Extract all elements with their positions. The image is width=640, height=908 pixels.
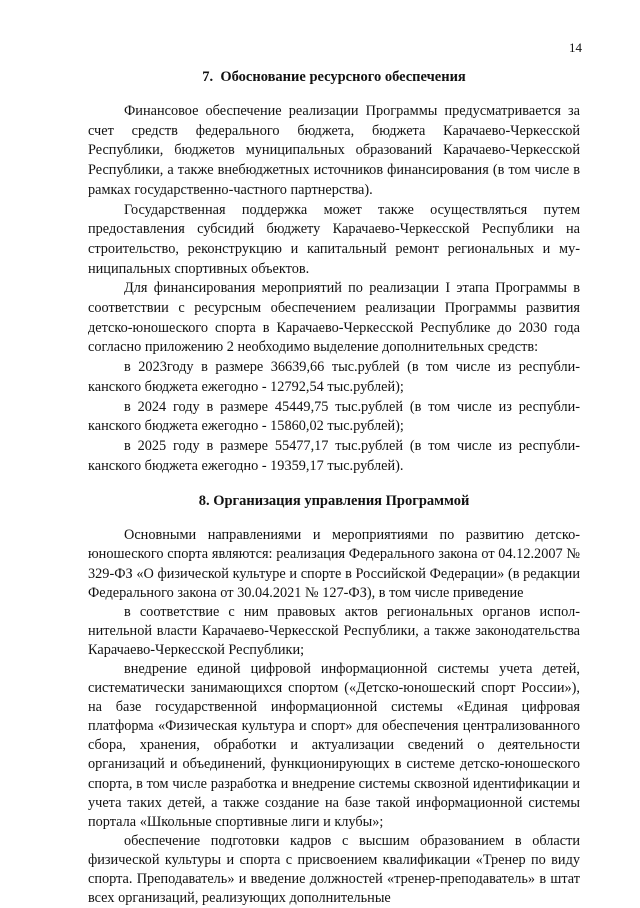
section-8-paragraph: Основными направлениями и мероприятиями по развитию детско-юношеского спорта являются: реализация Федерального закона от 04.12.2007 № 329-ФЗ «О физической культуре и спорте в Российской Федерации» (в редакции Федерального закона от 30.04.2021 № 127-ФЗ), в том числе приведение [88, 527, 580, 601]
page-number: 14 [569, 40, 582, 55]
section-8-paragraph: обеспечение подготовки кадров с высшим образованием в области физической культуры и спорта с присвоением квалификации «Тренер по виду спорта. Преподаватель» и введение должностей «тренер-преподаватель» в штат всех организаций, реализующих дополнительные [88, 832, 580, 907]
section-7-paragraph: Государственная поддержка может также осуществляться путем предоставления субсидий бюджету Карачаево-Черкесской Республики на строительство, реконструкцию и капитальный ремонт региональных и муниципальных спортивных объектов. [88, 201, 580, 277]
section-8-heading: 8. Организация управления Программой [198, 493, 470, 510]
section-7-paragraph: Для финансирования мероприятий по реализации I этапа Программы в соответствии с ресурсным обеспечением реализации Программы развития детско-юношеского спорта в Карачаево-Черкесской Республике до 2030 года согласно приложению 2 необходимо выделение дополнительных средств: [88, 280, 580, 356]
section-7-funding-2023: в 2023году в размере 36639,66 тыс.рублей (в том числе из республиканского бюджета ежегодно - 12792,54 тыс.рублей); [88, 359, 580, 395]
section-7-paragraph: Финансовое обеспечение реализации Программы предусматривается за счет средств федерального бюджета, бюджета Карачаево-Черкесской Республики, бюджетов муниципальных образований Карачаево-Черкесской Республики, а также внебюджетных источников финансирования (в том числе в рамках государственно-частного партнерства). [88, 103, 580, 198]
section-7-funding-2024: в 2024 году в размере 45449,75 тыс.рублей (в том числе из республиканского бюджета ежегодно - 15860,02 тыс.рублей); [88, 398, 580, 435]
section-7-heading: 7. Обоснование ресурсного обеспечения [202, 69, 466, 85]
section-8-paragraph: внедрение единой цифровой информационной системы учета детей, систематически занимающихся спортом («Детско-юношеский спорт России»), на базе государственной информационной системы «Единая цифровая платформа «Физическая культура и спорт» для обеспечения централизованного сбора, хранения, обработки и актуализации сведений о деятельности организаций и объединений, функционирующих в системе детско-юношеского спорта, в том числе разработка и внедрение системы сквозной идентификации и учета таких детей, а также создание на базе такой информационной системы портала «Школьные спортивные лиги и клубы»; [88, 661, 580, 830]
page-content [88, 68, 580, 908]
section-8-paragraph: в соответствие с ним правовых актов региональных органов исполнительной власти Карачаево-Черкесской Республики, а также законодательства Карачаево-Черкесской Республики; [88, 603, 580, 658]
section-7-funding-2025: в 2025 году в размере 55477,17 тыс.рублей (в том числе из республиканского бюджета ежегодно - 19359,17 тыс.рублей). [88, 437, 580, 474]
